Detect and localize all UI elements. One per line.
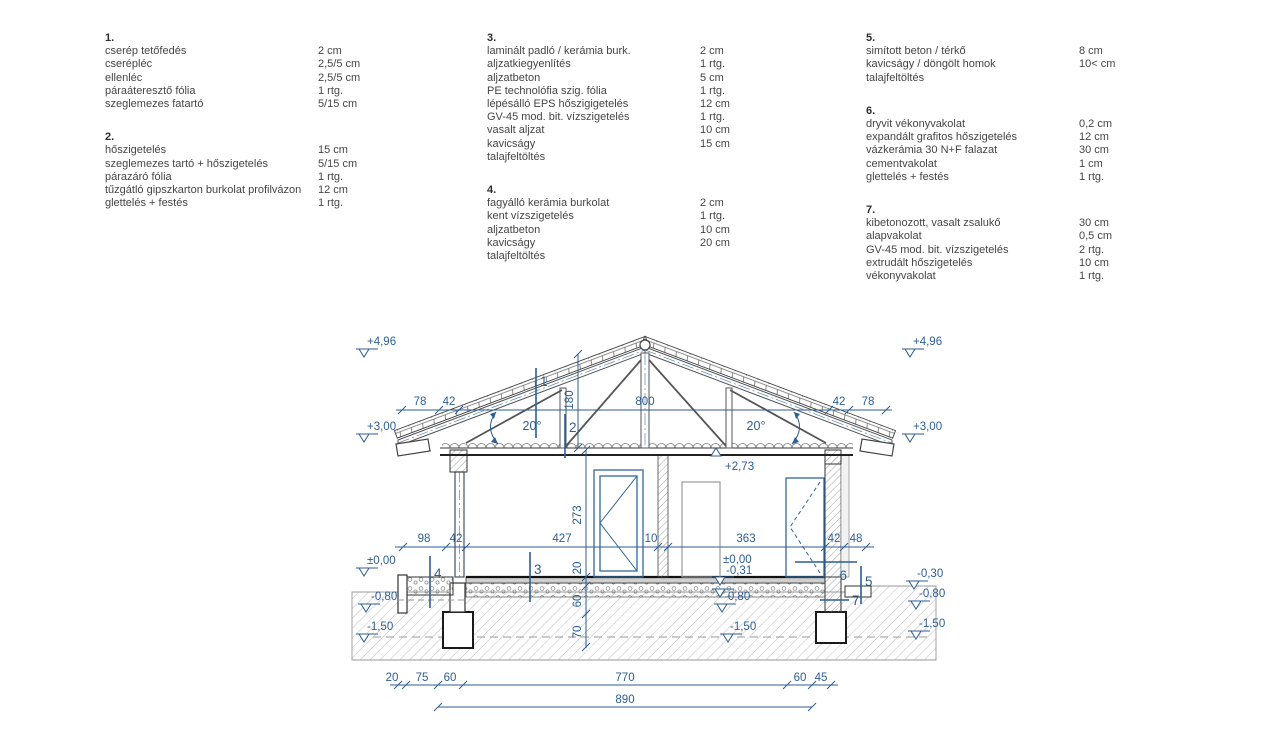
legend-section-number: 4. [487, 184, 497, 197]
material-value: 1 rtg. [700, 58, 726, 71]
material-name: aljzatbeton [487, 223, 541, 236]
terrace-curb [398, 575, 407, 613]
material-value: 30 cm [1079, 217, 1109, 230]
dim-label: 75 [415, 672, 429, 684]
dim-label: 800 [635, 396, 655, 408]
material-value: 20 cm [700, 236, 730, 249]
terrace-slab [404, 577, 453, 595]
legend-section-number: 5. [866, 32, 876, 44]
material-name: cserép tetőfedés [105, 45, 187, 58]
material-value: 1 rtg. [318, 84, 344, 97]
right-wall-insulation [841, 455, 849, 577]
material-value: 15 cm [318, 144, 348, 157]
elevation-label: -0,30 [917, 568, 944, 580]
roof-tiles-right [642, 336, 896, 438]
material-name: páraáteresztő fólia [105, 84, 196, 97]
material-value: 2 cm [700, 45, 724, 58]
material-value: 15 cm [700, 137, 730, 150]
elevation-label: +3,00 [367, 421, 397, 433]
material-name: glettelés + festés [105, 197, 188, 210]
callout-5: 5 [865, 574, 873, 589]
material-name: alapvakolat [866, 230, 922, 243]
material-value: 12 cm [1079, 131, 1109, 144]
material-name: extrudált hőszigetelés [866, 256, 973, 269]
material-name: párazáró fólia [105, 170, 172, 183]
elevation-label: -1,50 [730, 621, 757, 633]
elevation-label: ±0,00 [367, 555, 396, 567]
material-name: talajfeltöltés [487, 150, 546, 163]
dim-label: 363 [736, 533, 756, 545]
material-name: laminált padló / kerámia burk. [487, 45, 631, 58]
material-value: 5/15 cm [318, 98, 358, 111]
material-value: 1 rtg. [700, 111, 726, 124]
dim-label: 42 [832, 396, 846, 408]
elevation-label: -1,50 [919, 618, 946, 630]
callout-3: 3 [534, 562, 542, 577]
floor-dimension-line [395, 543, 874, 551]
material-name: glettelés + festés [866, 170, 949, 183]
legend-section-number: 1. [105, 32, 115, 44]
material-name: kavicságy [487, 236, 536, 249]
elevation-label: -0,80 [919, 588, 946, 600]
elevation-label: -0,31 [726, 565, 753, 577]
material-name: PE technolófia szig. fólia [487, 84, 607, 97]
partition-wall [658, 455, 668, 577]
material-name: GV-45 mod. bit. vízszigetelés [487, 111, 630, 124]
dim-label-room-height: 273 [572, 505, 584, 525]
material-name: talajfeltöltés [866, 71, 925, 84]
material-value: 1 rtg. [1079, 170, 1105, 183]
material-name: dryvit vékonyvakolat [866, 118, 966, 131]
material-value: 0,2 cm [1079, 118, 1113, 131]
dim-label-footing-depth: 70 [572, 625, 584, 639]
door-left [594, 470, 643, 577]
legend-section-number: 3. [487, 32, 497, 44]
material-name: hőszigetelés [105, 144, 167, 157]
material-value: 10 cm [1079, 256, 1109, 269]
elevation-label: ±0,00 [723, 554, 752, 566]
material-value: 1 rtg. [318, 170, 344, 183]
dim-label-total: 890 [615, 694, 635, 706]
dim-label: 78 [413, 396, 427, 408]
roof-tiles-left [394, 336, 648, 438]
material-name: szeglemezes tartó + hőszigetelés [105, 157, 268, 170]
material-value: 12 cm [700, 98, 730, 111]
material-name: kavicságy / döngölt homok [866, 58, 996, 71]
material-value: 2 rtg. [1079, 243, 1105, 256]
material-name: lépésálló EPS hőszigigetelés [487, 98, 629, 111]
dim-label-base-depth: 60 [572, 594, 584, 608]
material-name: ellenléc [105, 71, 143, 84]
legend-section-number: 6. [866, 104, 876, 117]
dim-label: 60 [793, 672, 807, 684]
dim-label: 48 [849, 533, 863, 545]
material-name: kent vízszigetelés [487, 210, 574, 223]
dim-label: 42 [442, 396, 456, 408]
material-name: vázkerámia 30 N+F falazat [866, 144, 998, 157]
material-name: cserépléc [105, 58, 153, 71]
dim-label: 42 [827, 533, 841, 545]
queen-post-right [726, 388, 732, 448]
material-name: kibetonozott, vasalt zsalukő [866, 217, 1001, 230]
dim-label: 45 [814, 672, 828, 684]
material-value: 30 cm [1079, 144, 1109, 157]
callout-7: 7 [852, 593, 860, 608]
legend-section-number: 2. [105, 131, 115, 144]
material-value: 1 rtg. [700, 210, 726, 223]
material-value: 10< cm [1079, 58, 1116, 71]
material-name: szeglemezes fatartó [105, 98, 204, 111]
right-footing [816, 612, 846, 643]
elevation-label: +4,96 [367, 336, 397, 348]
material-value: 5 cm [700, 71, 724, 84]
material-value: 1 rtg. [700, 84, 726, 97]
material-name: simított beton / térkő [866, 45, 966, 58]
roof-angle-right: 20° [746, 419, 766, 433]
dim-label: 20 [385, 672, 399, 684]
material-value: 2,5/5 cm [318, 71, 361, 84]
elevation-label: -1,50 [367, 621, 394, 633]
right-ring-beam [825, 450, 841, 464]
material-name: tűzgátló gipszkarton burkolat profilvázon [105, 184, 302, 197]
material-value: 10 cm [700, 124, 730, 137]
material-value: 0,5 cm [1079, 230, 1113, 243]
material-value: 1 rtg. [318, 197, 344, 210]
dim-label: 427 [552, 533, 572, 545]
left-footing [443, 612, 473, 648]
material-name: vékonyvakolat [866, 270, 936, 283]
callout-6: 6 [839, 568, 847, 583]
elevation-label: +4,96 [913, 336, 943, 348]
dim-label: 60 [443, 672, 457, 684]
material-value: 12 cm [318, 184, 348, 197]
dim-label: 98 [417, 533, 431, 545]
bottom-dimension-line [390, 681, 838, 689]
interior-opening [682, 482, 720, 577]
callout-4: 4 [434, 566, 442, 581]
dim-label-floor-buildup: 20 [572, 561, 584, 575]
material-name: vasalt aljzat [487, 124, 545, 137]
material-value: 2,5/5 cm [318, 58, 361, 71]
material-value: 2 cm [318, 45, 342, 58]
material-name: talajfeltöltés [487, 250, 546, 263]
dim-label: 78 [861, 396, 875, 408]
elevation-label: -0,80 [371, 591, 398, 603]
elevation-label: +3,00 [913, 421, 943, 433]
callout-1: 1 [540, 374, 548, 389]
dim-label: 770 [615, 672, 635, 684]
callout-2: 2 [569, 420, 577, 435]
dim-label: 10 [644, 533, 658, 545]
material-value: 8 cm [1079, 45, 1103, 58]
material-value: 10 cm [700, 223, 730, 236]
material-name: aljzatbeton [487, 71, 541, 84]
material-value: 2 cm [700, 197, 724, 210]
left-header-beam [450, 450, 467, 472]
ridge-finial [640, 340, 650, 350]
material-name: kavicságy [487, 137, 536, 150]
legend-section-number: 7. [866, 204, 876, 217]
material-name: cementvakolat [866, 157, 937, 170]
material-value: 5/15 cm [318, 157, 358, 170]
material-name: GV-45 mod. bit. vízszigetelés [866, 243, 1009, 256]
elevation-label: -0,80 [724, 591, 751, 603]
right-exterior-wall [825, 455, 841, 577]
dim-label-ridge-height: 180 [564, 390, 576, 410]
material-name: expandált grafitos hőszigetelés [866, 131, 1018, 144]
gravel-bed [466, 583, 825, 597]
elevation-label: +2,73 [725, 461, 755, 473]
material-value: 1 rtg. [1079, 270, 1105, 283]
porch-post [455, 472, 464, 577]
dim-label: 42 [449, 533, 463, 545]
roof-angle-left: 20° [522, 419, 542, 433]
material-value: 1 cm [1079, 157, 1103, 170]
material-name: fagyálló kerámia burkolat [487, 197, 610, 210]
material-name: aljzatkiegyenlítés [487, 58, 571, 71]
